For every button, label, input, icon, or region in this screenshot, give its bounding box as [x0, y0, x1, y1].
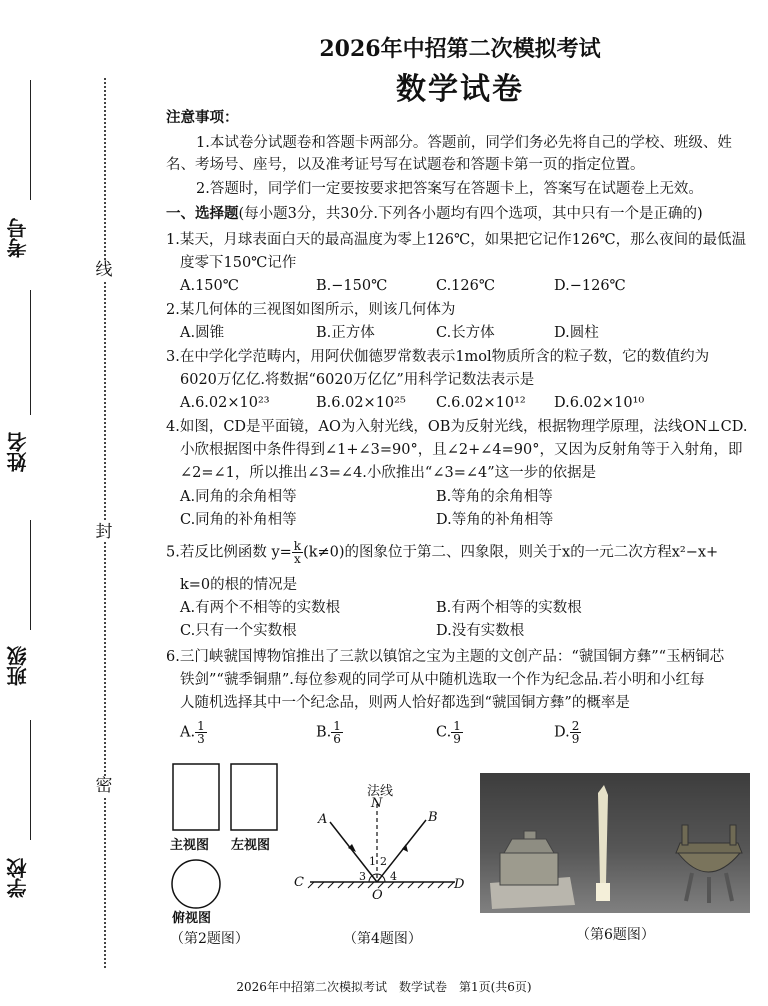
q6-option-d — [554, 720, 581, 745]
figure-4-caption: （第4题图） — [343, 931, 422, 947]
q6-option-d-label: D. — [554, 724, 570, 741]
exam-number-line — [30, 80, 31, 200]
front-view-label: 主视图 — [170, 838, 210, 853]
school-label: 学校 — [6, 858, 30, 898]
q4-stem-line-2: 小欣根据图中条件得到∠1+∠3=90°，且∠2+∠4=90°，又因为反射角等于入射角，即 — [180, 442, 743, 458]
q4-option-b: B.等角的余角相等 — [436, 489, 553, 505]
q6-stem-line-2: 铁剑”“虢季铜鼎”.每位参观的同学可从中随机选取一个作为纪念品.若小明和小红每 — [180, 672, 705, 688]
angle-2-label: 2 — [380, 855, 387, 868]
q2-option-d: D.圆柱 — [554, 325, 599, 341]
q6-option-c-label: C. — [436, 724, 452, 741]
note-1-line-1: 1.本试卷分试题卷和答题卡两部分。答题前，同学们务必先将自己的学校、班级、姓 — [196, 135, 732, 151]
q6-option-d-den: 9 — [571, 732, 580, 746]
q6-option-b-den: 6 — [333, 732, 341, 746]
left-view-label: 左视图 — [231, 838, 271, 853]
q5-fraction — [292, 540, 303, 565]
q5-stem-line-2: k=0的根的情况是 — [180, 577, 298, 593]
class-line — [30, 520, 31, 630]
square-vessel-lid — [504, 839, 554, 853]
q4-option-d: D.等角的补角相等 — [436, 512, 554, 528]
q1-option-c: C.126℃ — [436, 278, 496, 294]
cut-mark-seal: 封 — [90, 522, 118, 542]
q1-option-a: A.150℃ — [180, 278, 239, 294]
q1-option-d: D.−126℃ — [554, 278, 626, 294]
q5-suffix: (k≠0)的图象位于第二、四象限，则关于x的一元二次方程x²−x+ — [303, 544, 719, 561]
top-view-label: 俯视图 — [172, 911, 212, 926]
figure-6-caption: （第6题图） — [576, 927, 655, 943]
q5-option-c: C.只有一个实数根 — [180, 623, 297, 639]
q4-option-a: A.同角的余角相等 — [180, 489, 297, 505]
name-line — [30, 290, 31, 415]
q2-option-b: B.正方体 — [316, 325, 375, 341]
q2-stem: 2.某几何体的三视图如图所示，则该几何体为 — [166, 302, 456, 318]
q6-option-c-num: 1 — [453, 719, 461, 733]
q6-option-a-label: A. — [180, 724, 196, 741]
q5-frac-den: x — [294, 552, 301, 566]
binding-margin — [0, 0, 130, 1006]
figure-6-artifacts-photo — [480, 773, 750, 913]
square-vessel — [500, 853, 558, 885]
angle-3-label: 3 — [359, 870, 366, 883]
paper-title: 数学试卷 — [396, 72, 524, 107]
q5-option-a: A.有两个不相等的实数根 — [180, 600, 341, 616]
q6-option-c-den: 9 — [453, 732, 461, 746]
q6-option-b-num: 1 — [333, 719, 341, 733]
page-footer: 2026年中招第二次模拟考试 数学试卷 第1页(共6页) — [236, 980, 532, 994]
normal-label: 法线 — [367, 784, 394, 799]
q6-stem-line-3: 人随机选择其中一个纪念品，则两人恰好都选到“虢国铜方彝”的概率是 — [180, 695, 630, 711]
q5-prefix: 5.若反比例函数 y= — [166, 544, 292, 561]
q4-stem-line-1: 4.如图，CD是平面镜，AO为入射光线，OB为反射光线，根据物理学原理，法线ON⊥CD. — [166, 419, 748, 435]
q6-option-b-label: B. — [316, 724, 332, 741]
q5-frac-num: k — [293, 539, 302, 553]
section-1-title: 一、选择题 — [166, 205, 239, 222]
class-label: 班级 — [6, 646, 30, 686]
q5-stem-line-1 — [166, 540, 718, 565]
q3-stem-line-1: 3.在中学化学范畴内，用阿伏伽德罗常数表示1mol物质所含的粒子数，它的数值约为 — [166, 349, 710, 365]
q4-stem-line-3: ∠2=∠1，所以推出∠3=∠4.小欣推出“∠3=∠4”这一步的依据是 — [180, 465, 597, 481]
q3-option-c: C.6.02×10¹² — [436, 395, 526, 411]
q3-option-a: A.6.02×10²³ — [180, 395, 270, 411]
q6-option-b — [316, 720, 343, 745]
notes-heading: 注意事项： — [166, 109, 239, 126]
angle-1-label: 1 — [369, 855, 376, 868]
point-o: O — [372, 888, 383, 903]
top-view-circle — [172, 860, 220, 908]
incident-ray-ao — [330, 822, 377, 882]
exam-number-label: 考号 — [6, 218, 30, 258]
q6-option-a-den: 3 — [197, 732, 205, 746]
q6-option-a-num: 1 — [197, 719, 205, 733]
angle-4-label: 4 — [390, 870, 397, 883]
q2-option-c: C.长方体 — [436, 325, 495, 341]
q4-option-c: C.同角的补角相等 — [180, 512, 297, 528]
q3-stem-line-2: 6020万亿亿.将数据“6020万亿亿”用科学记数法表示是 — [180, 372, 535, 388]
point-d: D — [454, 877, 465, 892]
point-b: B — [428, 810, 438, 825]
exam-title: 2026年中招第二次模拟考试 — [319, 36, 601, 62]
q1-stem-line-1: 1.某天，月球表面白天的最高温度为零上126℃，如果把它记作126℃，那么夜间的最低温 — [166, 232, 747, 248]
left-view-rect — [231, 764, 277, 830]
point-a: A — [318, 812, 328, 827]
front-view-rect — [173, 764, 219, 830]
q6-option-d-num: 2 — [571, 719, 580, 733]
q6-option-a — [180, 720, 207, 745]
q5-option-b: B.有两个相等的实数根 — [436, 600, 582, 616]
q3-option-d: D.6.02×10¹⁰ — [554, 395, 645, 411]
q6-option-c — [436, 720, 463, 745]
section-1-desc: (每小题3分，共30分.下列各小题均有四个选项，其中只有一个是正确的) — [238, 206, 703, 222]
q1-option-b: B.−150℃ — [316, 278, 388, 294]
school-line — [30, 720, 31, 840]
cut-mark-secret: 密 — [90, 776, 118, 796]
q2-option-a: A.圆锥 — [180, 325, 225, 341]
figure-2-caption: （第2题图） — [170, 931, 249, 947]
name-label: 姓名 — [6, 432, 30, 472]
artifacts-illustration — [480, 773, 750, 913]
point-n: N — [371, 796, 383, 811]
reflected-arrow — [402, 844, 408, 852]
q1-stem-line-2: 度零下150℃记作 — [180, 255, 297, 271]
reflected-ray-ob — [377, 820, 426, 882]
note-2: 2.答题时，同学们一定要按要求把答案写在答题卡上，答案写在试题卷上无效。 — [196, 181, 703, 197]
q6-stem-line-1: 6.三门峡虢国博物馆推出了三款以镇馆之宝为主题的文创产品：“虢国铜方彝”“玉柄铜芯 — [166, 649, 725, 665]
q3-option-b: B.6.02×10²⁵ — [316, 395, 406, 411]
cut-mark-line: 线 — [90, 260, 118, 280]
q5-option-d: D.没有实数根 — [436, 623, 525, 639]
point-c: C — [294, 875, 304, 890]
section-1-heading — [166, 204, 703, 224]
note-1-line-2: 名、考场号、座号，以及准考证号写在试题卷和答题卡第一页的指定位置。 — [166, 157, 645, 173]
sword-hilt — [596, 883, 610, 901]
